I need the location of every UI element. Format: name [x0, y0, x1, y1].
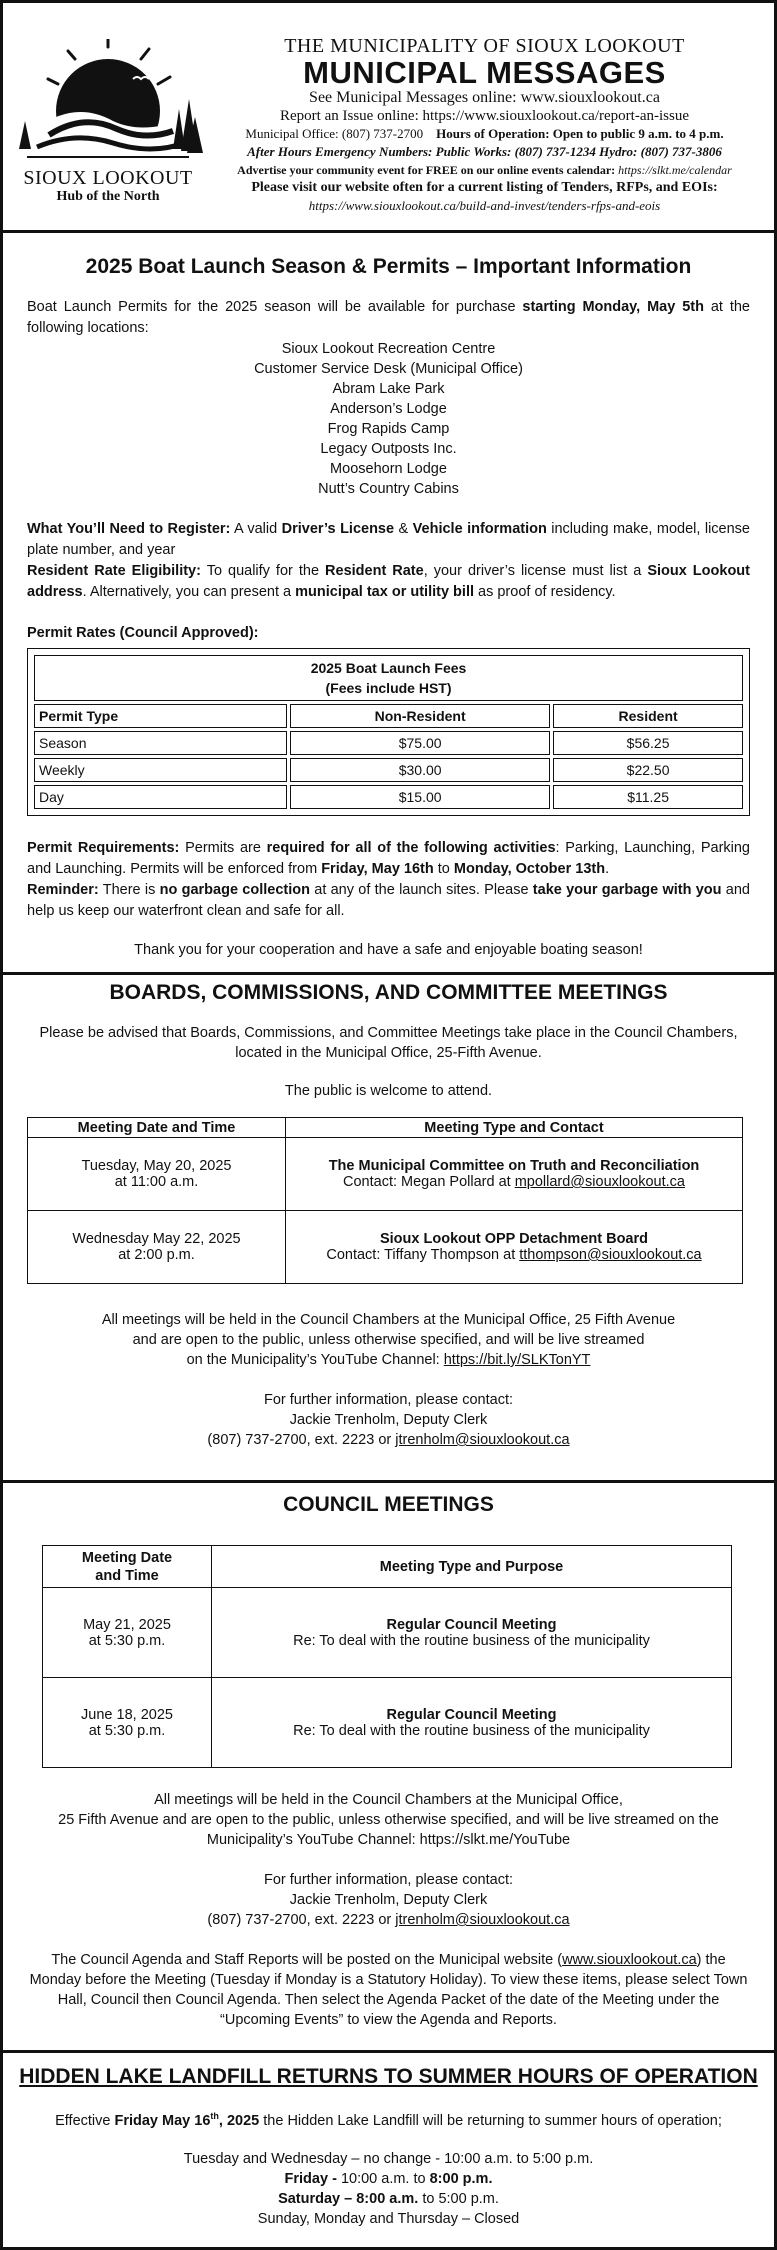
table-cell: $30.00 [290, 758, 550, 782]
meeting-name: Sioux Lookout OPP Detachment Board [379, 1231, 649, 1247]
enforce-end-date: Monday, October 13th [453, 861, 606, 877]
meeting-type [212, 1588, 732, 1678]
effective-text-2: the Hidden Lake Landfill will be returning to summer hours of operation; [259, 2112, 722, 2129]
boards-intro [3, 1023, 774, 1063]
meeting-date-line: Wednesday May 22, 2025 [72, 1231, 241, 1247]
garbage-reminder [3, 880, 774, 922]
meeting-type [212, 1678, 732, 1768]
fee-caption-note: (Fees include HST) [325, 680, 452, 696]
saturday-close: to 5:00 p.m. [418, 2190, 499, 2207]
logo-name: SIOUX LOOKOUT [23, 167, 193, 189]
meeting-name: Regular Council Meeting [386, 1706, 557, 1723]
table-row [34, 731, 743, 755]
contact-text: Contact: Tiffany Thompson at [326, 1247, 520, 1263]
boat-intro-text: Boat Launch Permits for the 2025 season will be available for purchase [27, 299, 523, 315]
contact-email-link[interactable]: jtrenholm@siouxlookout.ca [395, 1912, 570, 1928]
register-text: A valid [230, 521, 282, 537]
office-hours-line [203, 125, 766, 143]
contact-name: Jackie Trenholm, Deputy Clerk [289, 1412, 488, 1428]
requirements-text: Permits are [179, 840, 267, 856]
meeting-date [28, 1138, 286, 1211]
enforce-start-date: Friday, May 16th [321, 861, 434, 877]
hours-label: Hours of Operation: [436, 126, 550, 141]
table-cell: $11.25 [553, 785, 743, 809]
meeting-time-line: at 5:30 p.m. [88, 1632, 166, 1649]
list-item: Frog Rapids Camp [327, 421, 450, 437]
council-section [3, 1483, 774, 2053]
boating-thanks: Thank you for your cooperation and have a safe and enjoyable boating season! [134, 942, 643, 958]
boat-intro-date: starting Monday, May 5th [522, 299, 704, 315]
hours-line-friday [3, 2169, 774, 2189]
boards-section [3, 975, 774, 1483]
tenders-link[interactable]: https://www.siouxlookout.ca/build-and-invest/tenders-rfps-and-eois [308, 198, 661, 213]
agenda-notice [3, 1950, 774, 2030]
effective-date [114, 2113, 259, 2129]
agenda-text: The Council Agenda and Staff Reports will be posted on the Municipal website ( [51, 1952, 563, 1968]
council-note-line-3: Municipality’s YouTube Channel: https://slkt.me/YouTube [206, 1832, 571, 1848]
fee-table-frame [27, 648, 750, 816]
requirements-text-4: . [605, 861, 610, 877]
boards-title: BOARDS, COMMISSIONS, AND COMMITTEE MEETINGS [109, 981, 668, 1004]
contact-email-link[interactable]: jtrenholm@siouxlookout.ca [395, 1432, 570, 1448]
register-vehicle: Vehicle information [412, 521, 547, 537]
list-item: Nutt’s Country Cabins [318, 481, 459, 497]
column-header-line-2: and Time [95, 1567, 159, 1584]
boat-intro [3, 297, 774, 339]
meeting-date [28, 1211, 286, 1284]
reminder-text-3: and help us keep our waterfront clean and safe for all. [27, 882, 750, 919]
meeting-date [43, 1678, 212, 1768]
meeting-purpose: Re: To deal with the routine business of the municipality [293, 1632, 650, 1649]
hours-line-closed: Sunday, Monday and Thursday – Closed [257, 2210, 520, 2227]
reminder-label: Reminder: [27, 882, 99, 898]
meeting-date [43, 1588, 212, 1678]
boards-note-line-2: and are open to the public, unless otherwise specified, and will be live streamed [132, 1332, 645, 1348]
contact-email-link[interactable]: mpollard@siouxlookout.ca [514, 1174, 685, 1190]
location-list [3, 339, 774, 499]
reminder-emphasis: no garbage collection [159, 882, 310, 898]
council-title: COUNCIL MEETINGS [283, 1493, 494, 1516]
boards-intro-line-2: located in the Municipal Office, 25-Fifth Avenue. [235, 1045, 542, 1061]
boat-launch-title: 2025 Boat Launch Season & Permits – Important Information [85, 255, 692, 278]
eligibility-text-3: . Alternatively, you can present a [82, 584, 296, 600]
table-row [43, 1678, 732, 1768]
boat-launch-section [3, 233, 774, 975]
council-note [3, 1790, 774, 1850]
public-welcome: The public is welcome to attend. [284, 1083, 493, 1099]
list-item: Abram Lake Park [332, 381, 445, 397]
table-cell: Season [34, 731, 287, 755]
requirements-label: Permit Requirements: [27, 840, 180, 856]
landfill-effective [3, 2111, 774, 2129]
hours-line: Tuesday and Wednesday – no change - 10:00 a.m. to 5:00 p.m. [183, 2150, 594, 2167]
list-item: Sioux Lookout Recreation Centre [281, 341, 496, 357]
boards-contact-block [3, 1390, 774, 1450]
boards-note-line-3 [3, 1350, 774, 1370]
contact-phone: (807) 737-2700, ext. 2223 or [207, 1432, 396, 1448]
eligibility-text-2: , your driver’s license must list a [423, 563, 648, 579]
friday-open: 10:00 a.m. to [340, 2170, 430, 2187]
council-note-line: All meetings will be held in the Council Chambers at the Municipal Office, [154, 1792, 623, 1808]
reminder-emphasis-2: take your garbage with you [532, 882, 722, 898]
table-cell: Weekly [34, 758, 287, 782]
online-messages-line: See Municipal Messages online: www.siouxlookout.ca [309, 89, 660, 106]
meeting-time-line: at 5:30 p.m. [88, 1722, 166, 1739]
eligibility-address: Sioux Lookout address [27, 563, 750, 600]
meeting-type [286, 1211, 743, 1284]
landfill-title: HIDDEN LAKE LANDFILL RETURNS TO SUMMER HOURS OF OPERATION [19, 2065, 758, 2088]
table-cell: Day [34, 785, 287, 809]
table-row [34, 655, 743, 701]
contact-name: Jackie Trenholm, Deputy Clerk [289, 1892, 488, 1908]
website-link[interactable]: www.siouxlookout.ca [562, 1952, 697, 1968]
requirements-text-2: : Parking, Launching, Parking and Launching. Permits will be enforced from [27, 840, 750, 877]
meeting-name: The Municipal Committee on Truth and Reconciliation [328, 1158, 700, 1174]
friday-close: 8:00 p.m. [429, 2170, 493, 2187]
meeting-contact [286, 1174, 742, 1190]
register-text-3: including make, model, license plate number, and year [27, 521, 750, 558]
contact-text: Contact: Megan Pollard at [343, 1174, 515, 1190]
eligibility-text: To qualify for the [200, 563, 326, 579]
saturday-open: Saturday – 8:00 a.m. [278, 2190, 419, 2207]
list-item: Customer Service Desk (Municipal Office) [254, 361, 523, 377]
boards-intro-line: Please be advised that Boards, Commissions, and Committee Meetings take place in the Council Chambers, [39, 1025, 738, 1041]
reminder-text: There is [98, 882, 160, 898]
fee-table [31, 652, 746, 812]
emergency-numbers: After Hours Emergency Numbers: Public Works: (807) 737-1234 Hydro: (807) 737-3806 [247, 144, 722, 159]
contact-intro: For further information, please contact: [263, 1872, 514, 1888]
table-row [28, 1211, 743, 1284]
logo-tagline: Hub of the North [56, 189, 160, 204]
contact-line [3, 1910, 774, 1930]
meeting-type [286, 1138, 743, 1211]
date-suffix: th [210, 2111, 219, 2121]
effective-text: Effective [55, 2112, 115, 2129]
meeting-time-line: at 2:00 p.m. [118, 1247, 195, 1263]
effective-date-text: Friday May 16 [114, 2112, 211, 2129]
column-header: Meeting Type and Contact [286, 1118, 743, 1138]
report-issue-line: Report an Issue online: https://www.siouxlookout.ca/report-an-issue [280, 108, 689, 124]
table-cell: $15.00 [290, 785, 550, 809]
list-item: Legacy Outposts Inc. [320, 441, 457, 457]
boards-table [27, 1117, 743, 1284]
fee-table-caption [34, 655, 743, 701]
calendar-link[interactable]: https://slkt.me/calendar [618, 163, 732, 177]
meeting-contact [286, 1247, 742, 1263]
effective-year: , 2025 [218, 2112, 260, 2129]
fee-caption-title: 2025 Boat Launch Fees [310, 660, 467, 676]
eligibility-label: Resident Rate Eligibility: [27, 563, 201, 579]
contact-phone: (807) 737-2700, ext. 2223 or [207, 1912, 396, 1928]
landfill-hours [3, 2149, 774, 2229]
boards-note-line: All meetings will be held in the Council Chambers at the Municipal Office, 25 Fifth Avenue [101, 1312, 676, 1328]
table-row [43, 1546, 732, 1588]
meeting-date-line: May 21, 2025 [83, 1616, 171, 1633]
register-requirements [3, 519, 774, 561]
rates-label [3, 623, 774, 644]
table-row [34, 785, 743, 809]
council-note-line-2: 25 Fifth Avenue and are open to the public, unless otherwise specified, and will be live streamed on the [58, 1812, 719, 1828]
meeting-name: Regular Council Meeting [386, 1616, 557, 1633]
masthead [3, 3, 774, 233]
table-cell: $22.50 [553, 758, 743, 782]
requirements-text-3: to [433, 861, 454, 877]
meeting-time-line: at 11:00 a.m. [114, 1174, 199, 1190]
contact-email-link[interactable]: tthompson@siouxlookout.ca [519, 1247, 702, 1263]
sun-landscape-logo-icon [13, 39, 203, 169]
table-row [34, 758, 743, 782]
register-license: Driver’s License [281, 521, 395, 537]
friday-label: Friday - [284, 2170, 341, 2187]
masthead-text [203, 35, 766, 215]
youtube-text: on the Municipality’s YouTube Channel: [186, 1352, 444, 1368]
table-row [43, 1588, 732, 1678]
list-item: Anderson’s Lodge [330, 401, 447, 417]
requirements-emphasis: required for all of the following activities [266, 840, 556, 856]
column-header: Meeting Type and Purpose [212, 1546, 732, 1588]
register-label: What You’ll Need to Register: [27, 521, 231, 537]
column-header: Meeting Date and Time [28, 1118, 286, 1138]
boards-note [3, 1310, 774, 1370]
eligibility-text-4: as proof of residency. [474, 584, 616, 600]
meeting-date-line: Tuesday, May 20, 2025 [81, 1158, 232, 1174]
column-header [43, 1546, 212, 1588]
tenders-notice: Please visit our website often for a current listing of Tenders, RFPs, and EOIs: [251, 180, 718, 195]
council-contact-block [3, 1870, 774, 1930]
meeting-date-line: June 18, 2025 [81, 1706, 173, 1723]
meeting-purpose: Re: To deal with the routine business of the municipality [293, 1722, 650, 1739]
table-cell: $56.25 [553, 731, 743, 755]
publication-title: MUNICIPAL MESSAGES [303, 55, 666, 90]
table-row [34, 704, 743, 728]
contact-intro: For further information, please contact: [263, 1392, 514, 1408]
landfill-section [3, 2053, 774, 2229]
list-item: Moosehorn Lodge [330, 461, 447, 477]
office-phone: Municipal Office: (807) 737-2700 [245, 126, 424, 141]
eligibility-bill: municipal tax or utility bill [295, 584, 474, 600]
boat-intro-text-2: at the following locations: [27, 299, 750, 336]
resident-eligibility [3, 561, 774, 603]
council-table [42, 1545, 732, 1768]
table-row [28, 1138, 743, 1211]
eligibility-rate: Resident Rate [325, 563, 424, 579]
rates-label-text: Permit Rates (Council Approved): [27, 625, 259, 641]
column-header: Non-Resident [290, 704, 550, 728]
hours-line-saturday [3, 2189, 774, 2209]
youtube-link[interactable]: https://bit.ly/SLKTonYT [443, 1352, 591, 1368]
contact-line [3, 1430, 774, 1450]
table-cell: $75.00 [290, 731, 550, 755]
advertise-text: Advertise your community event for FREE on our online events calendar: [237, 163, 616, 177]
municipal-logo [13, 39, 203, 209]
register-text-2: & [394, 521, 413, 537]
permit-requirements [3, 838, 774, 880]
column-header: Resident [553, 704, 743, 728]
municipality-title: THE MUNICIPALITY OF SIOUX LOOKOUT [284, 35, 685, 57]
column-header: Permit Type [34, 704, 287, 728]
table-row [28, 1118, 743, 1138]
column-header-line: Meeting Date [81, 1549, 173, 1566]
agenda-text-2: ) the Monday before the Meeting (Tuesday if Monday is a Statutory Holiday). To view these items, please select Town Hall, Council then Council Agenda. Then select the Agenda Packet of the date of the Meeting under the “Upcoming Events” to view the Agenda and Reports. [29, 1952, 748, 2028]
reminder-text-2: at any of the launch sites. Please [309, 882, 533, 898]
events-calendar-line [203, 161, 766, 179]
hours-text: Open to public 9 a.m. to 4 p.m. [552, 126, 724, 141]
